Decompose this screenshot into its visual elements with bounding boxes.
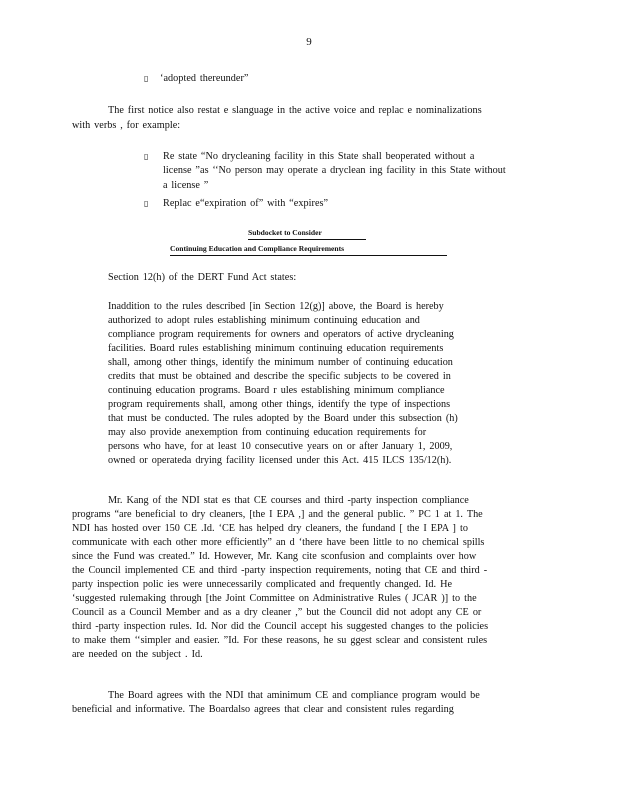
kang-paragraph: [72, 494, 488, 662]
quote-line: facilities. Board rules establishing minimum continuing education requirements: [108, 343, 444, 354]
section-heading-line2: Continuing Education and Compliance Requirements: [170, 244, 345, 253]
quote-line: that must be conducted. The rules adopted by the Board under this subsection (h): [108, 413, 458, 424]
paragraph-line: The Board agrees with the NDI that aminimum CE and compliance program would be: [108, 690, 480, 701]
intro-line: with verbs , for example:: [72, 120, 181, 131]
quote-line: program requirements shall, among other things, identify the type of inspections: [108, 399, 451, 410]
paragraph-line: ‘suggested rulemaking through [the Joint Committee on Administrative Rules ( JCAR )] to the: [72, 593, 477, 604]
bullet-icon: ▯: [144, 74, 149, 83]
intro-line: The first notice also restat e slanguage in the active voice and replac e nominalizations: [108, 105, 482, 116]
paragraph-line: third -party inspection rules. Id. Nor did the Council accept his suggested changes to the policies: [72, 621, 489, 632]
quote-line: compliance program requirements for owners and operators of active drycleaning: [108, 329, 454, 340]
paragraph-line: to make them ‘‘simpler and easier. ”Id. For these reasons, he su ggest sclear and consistent rules: [72, 635, 488, 646]
top-bullet-text: ‘adopted thereunder”: [160, 73, 249, 84]
section-intro: Section 12(h) of the DERT Fund Act states:: [108, 272, 297, 283]
quote-line: may also provide anexemption from continuing education requirements for: [108, 427, 427, 438]
page-number: 9: [306, 36, 312, 48]
paragraph-line: Council as a Council Member and as a dry cleaner ,” but the Council did not adopt any CE or: [72, 607, 482, 618]
quote-line: owned or operateda drying facility licensed under this Act. 415 ILCS 135/12(h).: [108, 455, 452, 466]
board-paragraph: [72, 689, 480, 717]
paragraph-line: programs “are beneficial to dry cleaners, [the I EPA ,] and the general public. ” PC 1 at 1. The: [72, 509, 483, 520]
quote-line: shall, among other things, identify the minimum number of continuing education: [108, 357, 453, 368]
bullet-icon: ▯: [144, 152, 149, 161]
quote-line: continuing education programs. Board r ules establishing minimum compliance: [108, 385, 445, 396]
quote-block: [108, 300, 458, 468]
paragraph-line: communicate with each other more efficiently” an d ‘there have been little to no chemical spills: [72, 537, 485, 548]
paragraph-line: NDI has hosted over 150 CE .Id. ‘CE has helped dry cleaners, the fundand [ the I EPA ] to: [72, 523, 468, 534]
paragraph-line: are needed on the subject . Id.: [72, 649, 203, 660]
quote-line: persons who have, for at least 10 consecutive years on or after January 1, 2009,: [108, 441, 453, 452]
example-line: license ”as ‘‘No person may operate a dryclean ing facility in this State without: [163, 165, 506, 176]
paragraph-line: Mr. Kang of the NDI stat es that CE courses and third -party inspection compliance: [108, 495, 469, 506]
section-heading-line1: Subdocket to Consider: [248, 228, 322, 237]
example-line: a license ”: [163, 180, 209, 191]
example-line: Replac e“expiration of” with “expires”: [163, 198, 329, 209]
paragraph-line: beneficial and informative. The Boardalso agrees that clear and consistent rules regarding: [72, 704, 454, 715]
quote-line: Inaddition to the rules described [in Section 12(g)] above, the Board is hereby: [108, 301, 444, 312]
example-line: Re state “No drycleaning facility in this State shall beoperated without a: [163, 151, 475, 162]
heading-underline: [248, 239, 366, 240]
heading-underline: [170, 255, 447, 256]
paragraph-line: since the Fund was created.” Id. However, Mr. Kang cite sconfusion and complaints over how: [72, 551, 477, 562]
quote-line: credits that must be obtained and describe the specific subjects to be covered in: [108, 371, 451, 382]
bullet-icon: ▯: [144, 199, 149, 208]
paragraph-line: party inspection polic ies were unnecessarily complicated and frequently changed. Id. He: [72, 579, 453, 590]
quote-line: authorized to adopt rules establishing minimum continuing education and: [108, 315, 420, 326]
paragraph-line: the Council implemented CE and third -party inspection requirements, noting that CE and third -: [72, 565, 488, 576]
